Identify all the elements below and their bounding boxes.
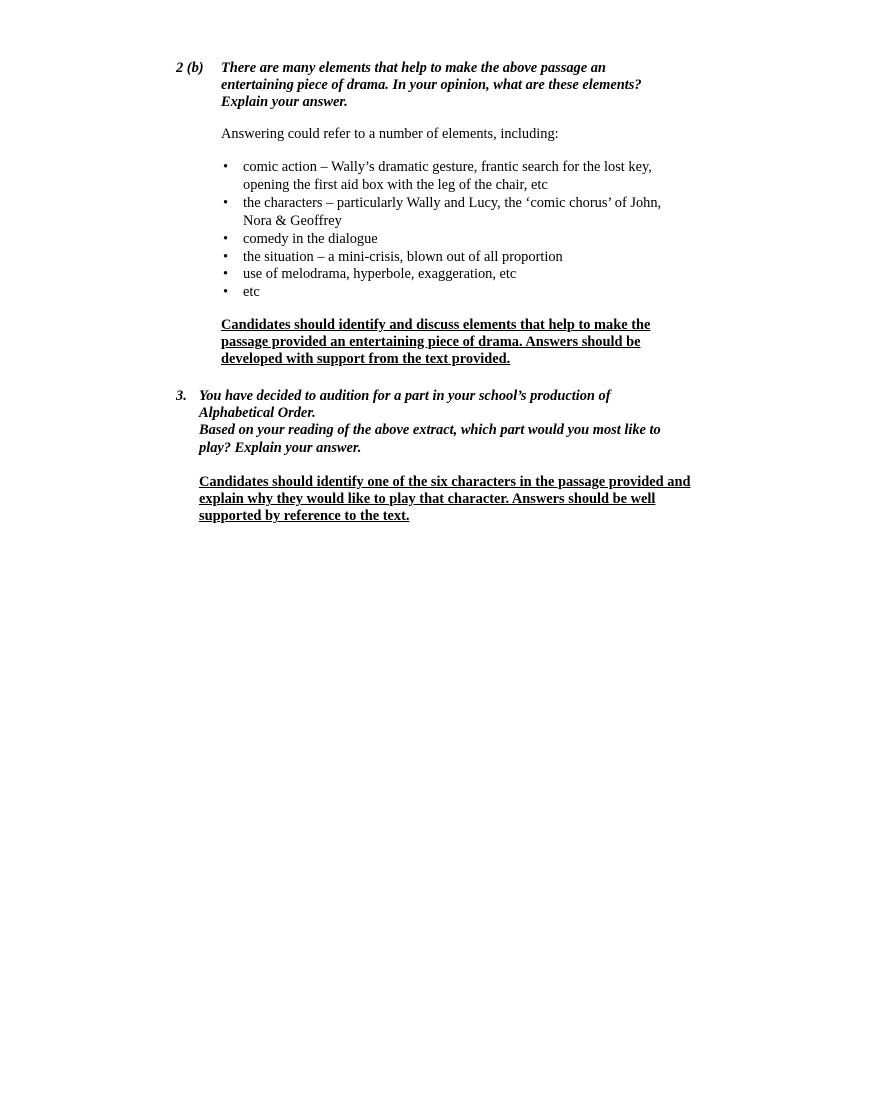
list-item-text: etc	[243, 284, 260, 301]
question-2b-element-list	[221, 159, 741, 302]
question-3-number: 3.	[176, 388, 187, 404]
list-item-text: the characters – particularly Wally and Lucy, the ‘comic chorus’ of John, Nora & Geoffrey	[243, 194, 662, 229]
bullet-icon: •	[223, 194, 229, 211]
question-2b-number: 2 (b)	[176, 60, 204, 76]
question-2b-intro: Answering could refer to a number of elements, including:	[221, 126, 559, 142]
list-item-text: the situation – a mini-crisis, blown out of all proportion	[243, 248, 563, 265]
list-item	[221, 231, 741, 249]
list-item-text: use of melodrama, hyperbole, exaggeration, etc	[243, 266, 517, 283]
bullet-icon: •	[223, 248, 229, 265]
question-2b-marking-guidance: Candidates should identify and discuss elements that help to make the passage provided an entertaining piece of drama. Answers should be developed with support from the text provided.	[221, 317, 651, 368]
bullet-icon: •	[223, 266, 229, 283]
list-item	[221, 266, 741, 284]
list-item	[221, 159, 741, 195]
list-item	[221, 249, 741, 267]
bullet-icon: •	[223, 230, 229, 247]
question-3-marking-guidance: Candidates should identify one of the six characters in the passage provided and explain why they would like to play that character. Answers should be well supported by reference to the text.	[199, 474, 691, 525]
bullet-icon: •	[223, 159, 229, 175]
question-3-text: You have decided to audition for a part in your school’s production of Alphabetical Order. Based on your reading of the above extract, which part would you most like to play? Explain your answer.	[199, 388, 661, 456]
list-item-text: comic action – Wally’s dramatic gesture, frantic search for the lost key, opening the first aid box with the leg of the chair, etc	[243, 159, 652, 193]
list-item-text: comedy in the dialogue	[243, 230, 378, 247]
question-2b-text: There are many elements that help to make the above passage an entertaining piece of drama. In your opinion, what are these elements? Explain your answer.	[221, 60, 642, 111]
list-item	[221, 195, 741, 231]
bullet-icon: •	[223, 284, 229, 301]
list-item	[221, 284, 741, 302]
